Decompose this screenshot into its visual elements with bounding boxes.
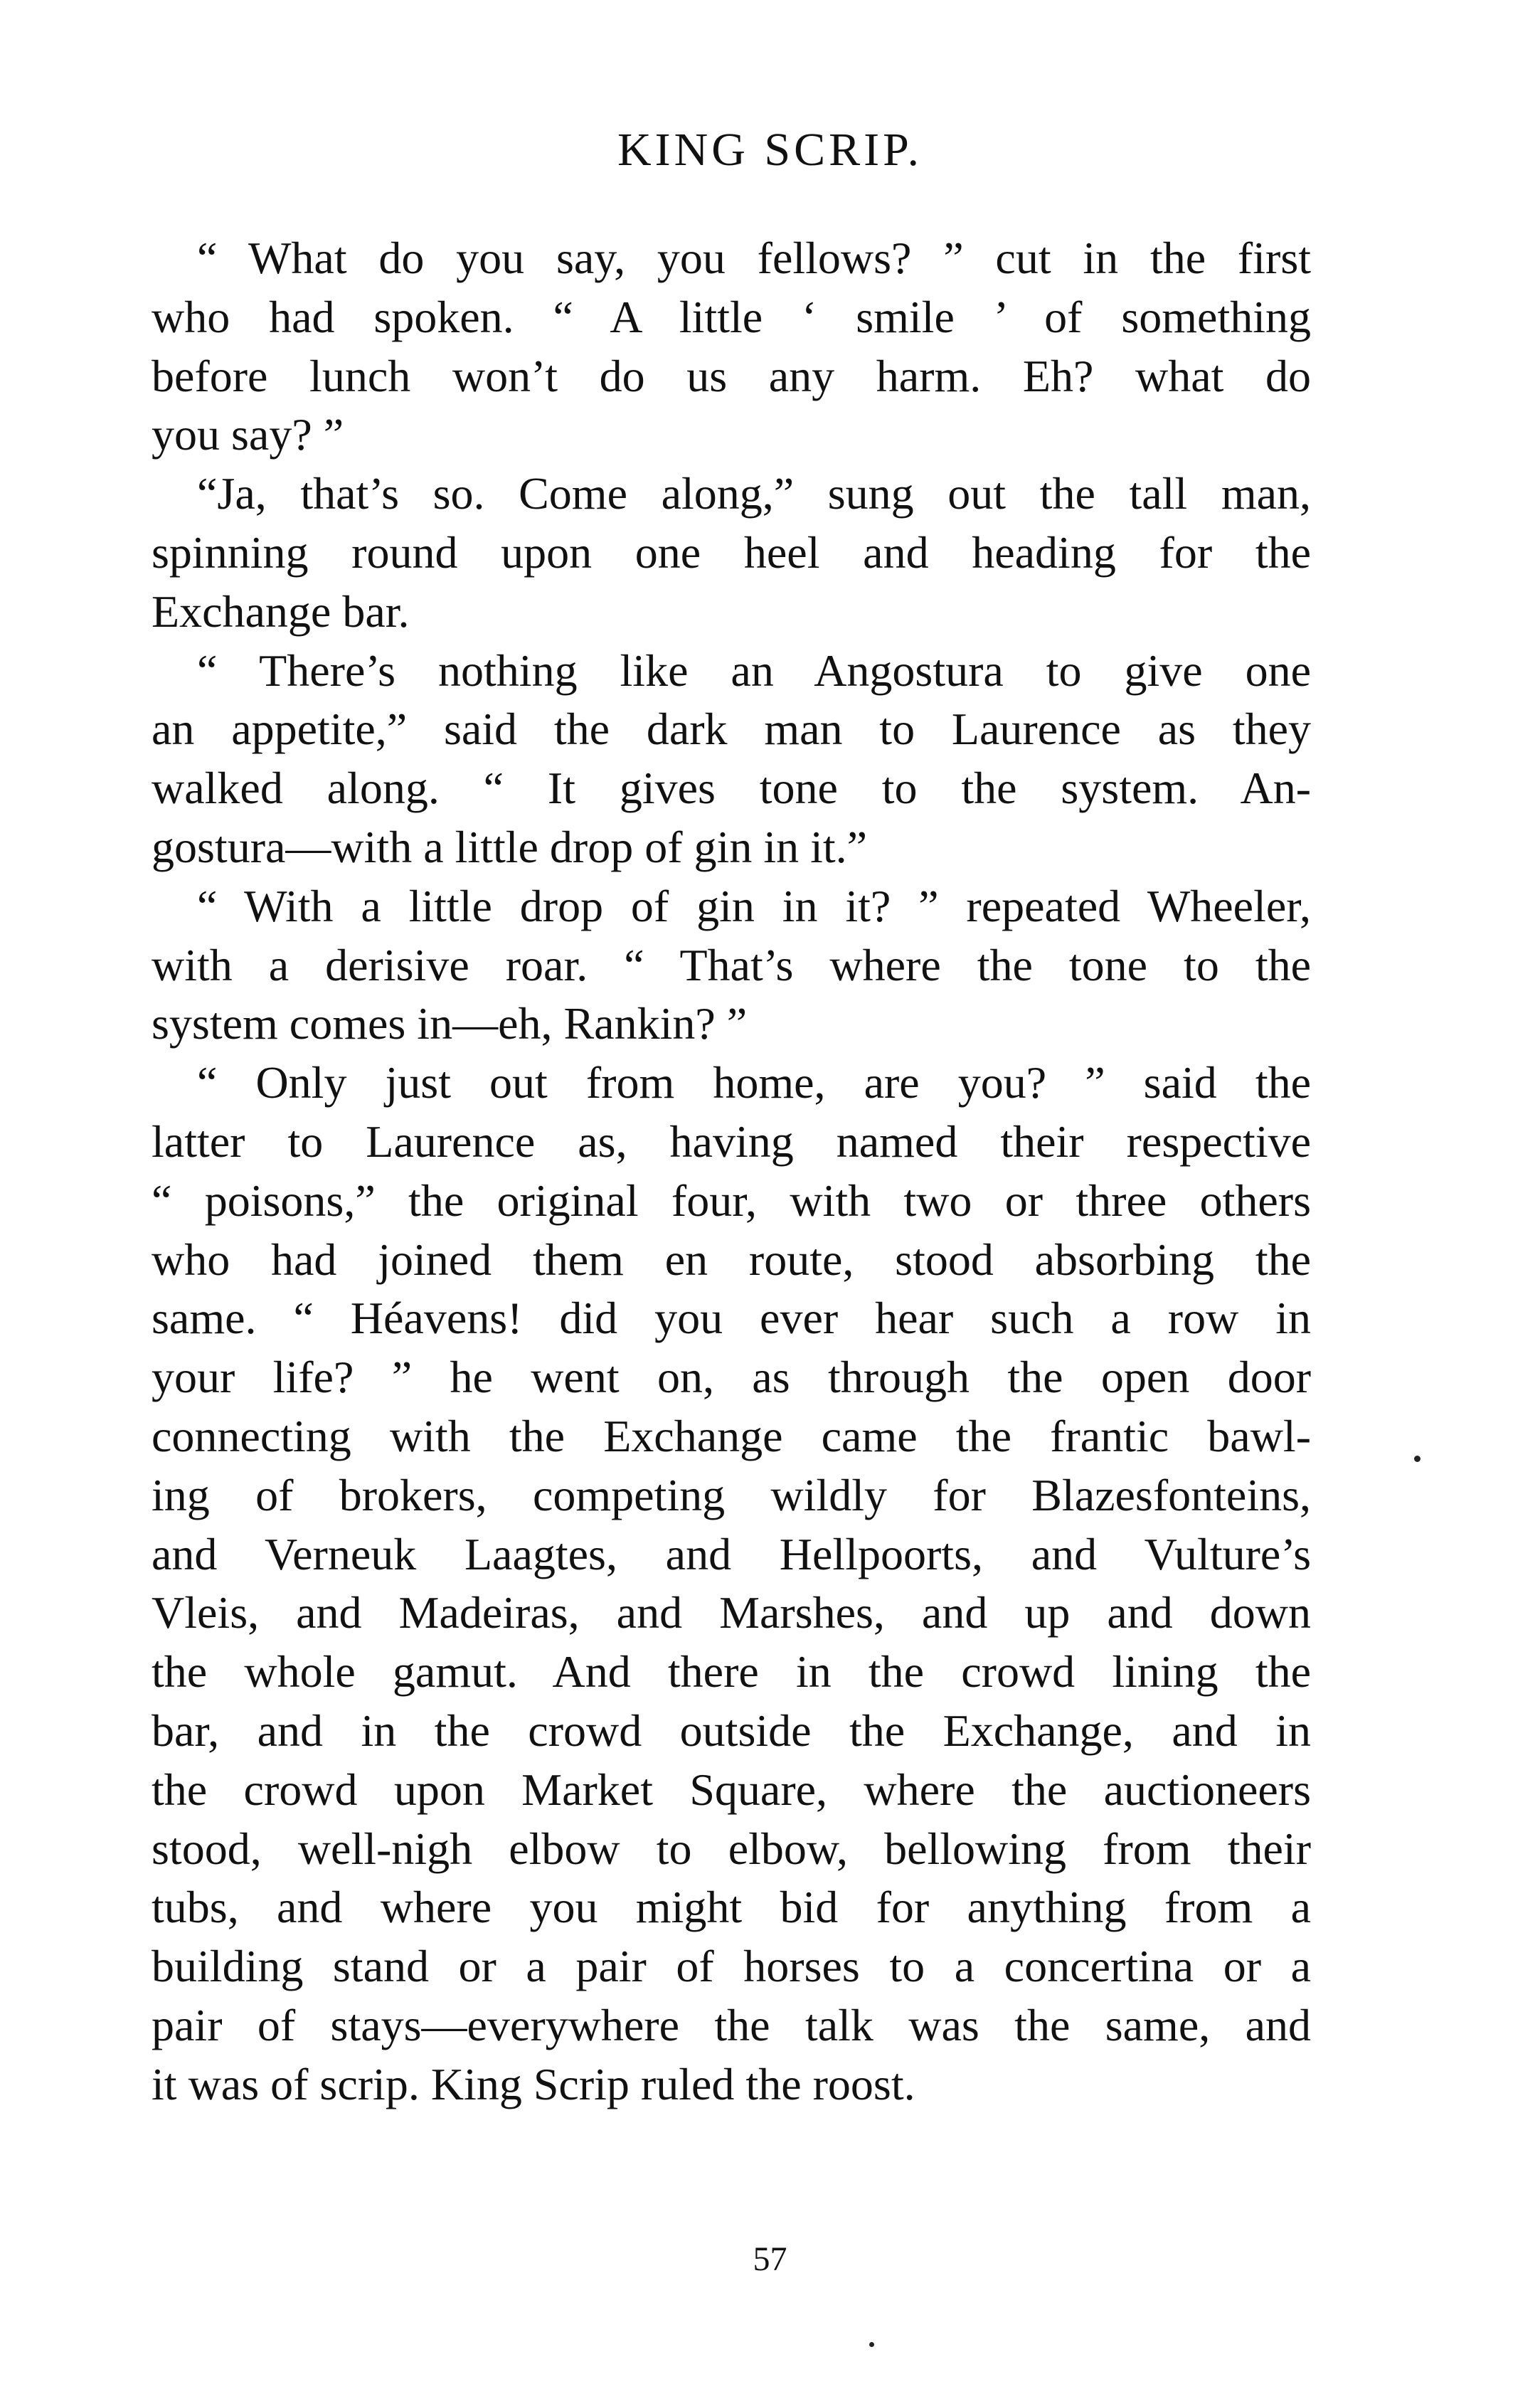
text-line: with a derisive roar. “ That’s where the tone to the — [152, 939, 1311, 990]
text-line: system comes in—eh, Rankin? ” — [152, 998, 748, 1049]
running-head: KING SCRIP. — [617, 124, 923, 176]
text-line: who had spoken. “ A little ‘ smile ’ of something — [152, 291, 1311, 342]
text-line: it was of scrip. King Scrip ruled the roost. — [152, 2058, 915, 2109]
text-line: bar, and in the crowd outside the Exchange, and in — [152, 1705, 1311, 1756]
text-line: pair of stays—everywhere the talk was the same, and — [152, 1999, 1311, 2050]
text-line: the crowd upon Market Square, where the auctioneers — [152, 1764, 1311, 1815]
text-line: walked along. “ It gives tone to the system. An- — [152, 763, 1311, 814]
text-line: ing of brokers, competing wildly for Blazesfonteins, — [152, 1469, 1311, 1520]
text-line: “Ja, that’s so. Come along,” sung out the tall man, — [197, 468, 1311, 519]
text-line: latter to Laurence as, having named their respective — [152, 1116, 1311, 1167]
page-number: 57 — [753, 2240, 787, 2278]
text-line: “ Only just out from home, are you? ” said the — [197, 1057, 1311, 1108]
text-line: Exchange bar. — [152, 586, 410, 637]
text-line: “ poisons,” the original four, with two or three others — [152, 1175, 1311, 1226]
text-line: “ There’s nothing like an Angostura to give one — [197, 645, 1311, 696]
text-line: same. “ Héavens! did you ever hear such a row in — [152, 1293, 1311, 1344]
text-line: building stand or a pair of horses to a concertina or a — [152, 1941, 1311, 1992]
text-line: spinning round upon one heel and heading for the — [152, 526, 1311, 578]
text-line: “ What do you say, you fellows? ” cut in the first — [197, 233, 1311, 283]
text-line: connecting with the Exchange came the frantic bawl- — [152, 1410, 1311, 1461]
text-line: the whole gamut. And there in the crowd lining the — [152, 1646, 1311, 1697]
text-line: an appetite,” said the dark man to Laurence as they — [152, 704, 1311, 755]
body-text — [152, 229, 1311, 2114]
text-line: “ With a little drop of gin in it? ” repeated Wheeler, — [197, 880, 1311, 931]
text-line: tubs, and where you might bid for anything from a — [152, 1882, 1311, 1933]
print-speck — [1414, 1456, 1420, 1462]
text-line: stood, well-nigh elbow to elbow, bellowing from their — [152, 1823, 1311, 1874]
print-speck — [869, 2342, 874, 2347]
text-line: who had joined them en route, stood absorbing the — [152, 1234, 1311, 1285]
text-line: before lunch won’t do us any harm. Eh? what do — [152, 350, 1311, 401]
text-line: your life? ” he went on, as through the open door — [152, 1352, 1311, 1403]
text-line: and Verneuk Laagtes, and Hellpoorts, and Vulture’s — [152, 1528, 1311, 1579]
text-line: Vleis, and Madeiras, and Marshes, and up and down — [152, 1587, 1311, 1638]
text-line: you say? ” — [152, 409, 344, 460]
text-line: gostura—with a little drop of gin in it.” — [152, 821, 868, 872]
